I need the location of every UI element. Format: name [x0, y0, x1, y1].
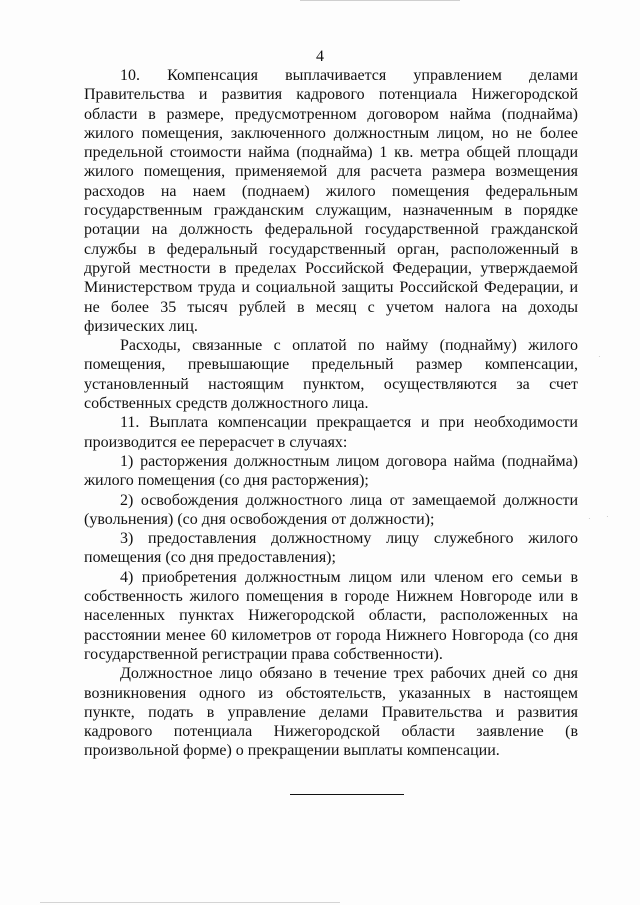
paragraph-obligation: Должностное лицо обязано в течение трех рабочих дней со дня возникновения одного из обстоятельств, указанных в настоящем пункте, подать в управление делами Правительства и развития кадрового потенциала Нижегородской области заявление (в произвольной форме) о прекращении выплаты компенсации. — [84, 665, 578, 760]
paragraph-case-3: 3) предоставления должностному лицу служебного жилого помещения (со дня предоставления); — [84, 530, 578, 567]
scan-speck: · — [606, 512, 609, 521]
paragraph-case-1: 1) расторжения должностным лицом договора найма (поднайма) жилого помещения (со дня расторжения); — [84, 452, 578, 490]
paragraph-case-2: 2) освобождения должностного лица от замещаемой должности (увольнения) (со дня освобождения от должности); — [84, 491, 578, 528]
paragraph-case-4: 4) приобретения должностным лицом или членом его семьи в собственность жилого помещения в городе Нижнем Новгороде или в населенных пунктах Нижегородской области, расположенных на расстоянии менее 60 километров от города Нижнего Новгорода (со дня государственной регистрации права собственности). — [84, 568, 578, 663]
paragraph-item-10: 10. Компенсация выплачивается управлением делами Правительства и развития кадрового потенциала Нижегородской области в размере, предусмотренном договором найма (поднайма) жилого помещения, заключенного должностным лицом, но не более предельной стоимости найма (поднайма) 1 кв. метра общей площади жилого помещения, применяемой для расчета размера возмещения расходов на наем (поднаем) жилого помещения федеральным государственным гражданским служащим, назначенным в порядке ротации на должность федеральной государственной гражданской службы в федеральный государственный орган, расположенный в другой местности в пределах Российской Федерации, утверждаемой Министерством труда и социальной защиты Российской Федерации, и не более 35 тысяч рублей в месяц с учетом налога на доходы физических лиц. — [84, 67, 578, 335]
document-body — [84, 66, 578, 761]
scan-edge-mark-top — [300, 0, 460, 1]
scan-speck: · — [598, 352, 601, 361]
end-separator-line — [290, 794, 404, 795]
paragraph-expenses: Расходы, связанные с оплатой по найму (поднайму) жилого помещения, превышающие предельный размер компенсации, установленный настоящим пунктом, осуществляются за счет собственных средств должностного лица. — [84, 337, 578, 413]
scan-edge-mark-bottom — [40, 902, 340, 903]
scan-speck: · — [588, 514, 591, 523]
paragraph-item-11: 11. Выплата компенсации прекращается и при необходимости производится ее перерасчет в случаях: — [84, 414, 578, 451]
page-number: 4 — [316, 48, 324, 65]
